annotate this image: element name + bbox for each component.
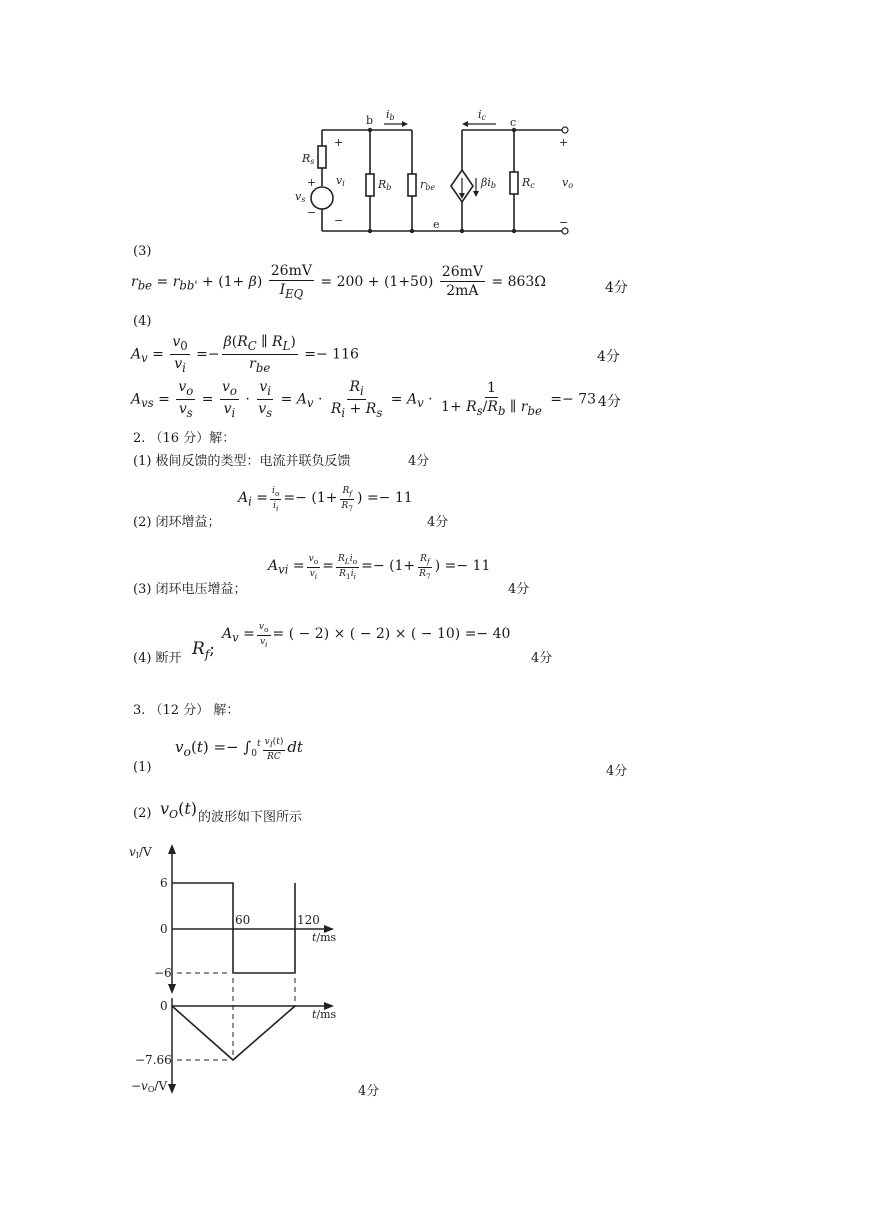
svg-text:vI/V (129, 845, 152, 860)
svg-text:Rb (377, 178, 391, 192)
av-equation: $A_v$ = $\frac{v_0}{v_i}$ =− $\frac{\beta(R_C \parallel R_L)}{r_{be}}$ =− 116 (131, 334, 359, 375)
tick-0-bottom: 0 (160, 999, 168, 1013)
node-e-label: e (433, 218, 440, 231)
vo-sub: o (568, 181, 574, 190)
svg-text:rbe (420, 178, 435, 192)
svg-text:Rc (521, 176, 535, 190)
svg-text:vi (336, 174, 345, 188)
tick-neg766: −7.66 (135, 1053, 172, 1067)
section-3-q1: (1) (133, 760, 152, 775)
small-signal-circuit (290, 100, 590, 240)
tick-neg6: −6 (154, 966, 172, 980)
rbe-sub: be (425, 183, 436, 192)
node-b-label: b (366, 114, 374, 127)
svg-text:vo (562, 176, 573, 190)
svg-text:Rs (301, 152, 314, 166)
ic-label: i (478, 108, 482, 121)
avs-score: 4分 (598, 394, 621, 410)
rf-symbol: $R_f$; (192, 639, 215, 662)
rs-label: R (302, 152, 311, 165)
section-2-q1-score: 4分 (408, 454, 430, 469)
plus-out-label: + (559, 136, 569, 149)
rb-label: R (378, 178, 387, 191)
avi-equation: $A_{vi}$ = $\frac{v_o}{v_i}$ = $\frac{R_Li_o}{R_1i_i}$ =− (1+ $\frac{R_f}{R_7}$ ) =− 11 (268, 554, 491, 581)
svg-text:t/ms (312, 1008, 337, 1021)
av-score: 4分 (597, 349, 620, 365)
node-c-label: c (510, 116, 517, 129)
t-axis-label-top: t (312, 931, 317, 944)
section-2-q2-score: 4分 (427, 515, 449, 530)
tick-60: 60 (235, 913, 251, 927)
rb-sub: b (386, 183, 392, 192)
vs-sub: s (301, 195, 306, 204)
ib-label: i (386, 108, 390, 121)
rbe-label: r (420, 178, 426, 191)
ic-sub: c (481, 113, 487, 122)
integral-equation: $v_o(t) =- \int_0^t$ $\frac{v_I(t)}{RC}$ dt (175, 737, 303, 762)
svg-text:−vO/V (131, 1079, 167, 1094)
rs-sub: s (310, 157, 315, 166)
beta-ib-label: βi (481, 176, 491, 189)
avs-equation: $A_{vs}$ = $\frac{v_o}{v_s}$ = $\frac{v_o}{v_i}$ · $\frac{v_i}{v_s}$ = $A_v$ · $\frac{R_i}{R_i + R_s}$ = $A_v$ · $\frac{1}{1+ R_s/R_b \parallel r_{be}}$ =− 73 (131, 379, 597, 420)
section-2-q4: (4) 断开 (133, 651, 182, 666)
section-3-q2: (2) (133, 806, 152, 821)
top-ylabel-unit: /V (138, 845, 152, 859)
section-2-q3-score: 4分 (508, 582, 530, 597)
t-axis-unit-top: /ms (316, 931, 337, 944)
item-3-score: 4分 (605, 280, 628, 296)
svg-text:t/ms (312, 931, 337, 944)
plus-top-label: + (334, 136, 344, 149)
section-2-q1: (1) 极间反馈的类型：电流并联负反馈 (133, 454, 351, 469)
t-axis-label-bottom: t (312, 1008, 317, 1021)
section-2-heading: 2. （16 分）解： (133, 431, 236, 446)
section-3-q1-score: 4分 (606, 764, 628, 779)
top-ylabel-sub: I (135, 851, 139, 860)
bottom-ylabel: −v (131, 1079, 148, 1093)
vi-label: v (336, 174, 343, 187)
beta-ib-sub: b (490, 181, 497, 190)
t-axis-unit-bottom: /ms (316, 1008, 337, 1021)
section-2-q4-score: 4分 (531, 651, 553, 666)
minus-vi-label: − (334, 214, 344, 227)
section-2-q3: (3) 闭环电压增益； (133, 582, 247, 597)
bottom-ylabel-sub: O (147, 1085, 155, 1094)
svg-text:βib (480, 176, 496, 190)
ib-sub: b (389, 113, 395, 122)
vs-label: v (295, 190, 302, 203)
vi-sub: i (342, 179, 345, 188)
tick-120: 120 (297, 913, 320, 927)
tick-0-top: 0 (160, 922, 168, 936)
item-3-label: (3) (133, 244, 152, 259)
svg-text:vs (295, 190, 305, 204)
section-3-heading: 3. （12 分） 解： (133, 703, 240, 718)
svg-text:ic (478, 108, 487, 122)
plus-vs-label: + (307, 176, 317, 189)
section-3-q2-suffix: 的波形如下图所示 (198, 810, 303, 825)
rbe-equation: $r_{be} = r_{bb'} + (1+ \beta)$ $\frac{26mV}{I_{EQ}}$ = 200 + (1+50) $\frac{26mV}{2mA}$ = 863Ω (131, 263, 546, 301)
waveform-figure (125, 838, 365, 1098)
vo-label: v (562, 176, 569, 189)
vo-t-symbol: $v_O(t)$ (160, 799, 198, 822)
svg-text:ib (386, 108, 395, 122)
ai-equation: $A_i$ = $\frac{i_o}{i_i}$ =− (1+ $\frac{R_f}{R_7}$ ) =− 11 (238, 486, 413, 513)
rc-sub: c (530, 181, 535, 190)
bottom-ylabel-unit: /V (154, 1079, 168, 1093)
tick-6: 6 (160, 876, 168, 890)
minus-out-label: − (559, 216, 569, 229)
graph-score: 4分 (358, 1084, 380, 1099)
section-2-q2: (2) 闭环增益； (133, 515, 221, 530)
minus-vs-label: − (307, 206, 317, 219)
item-4-label: (4) (133, 314, 152, 329)
top-ylabel: v (129, 845, 136, 859)
rc-label: R (522, 176, 531, 189)
av-open-equation: $A_v$ = $\frac{v_o}{v_i}$ = ( − 2) × ( − 2) × ( − 10) =− 40 (222, 622, 511, 649)
